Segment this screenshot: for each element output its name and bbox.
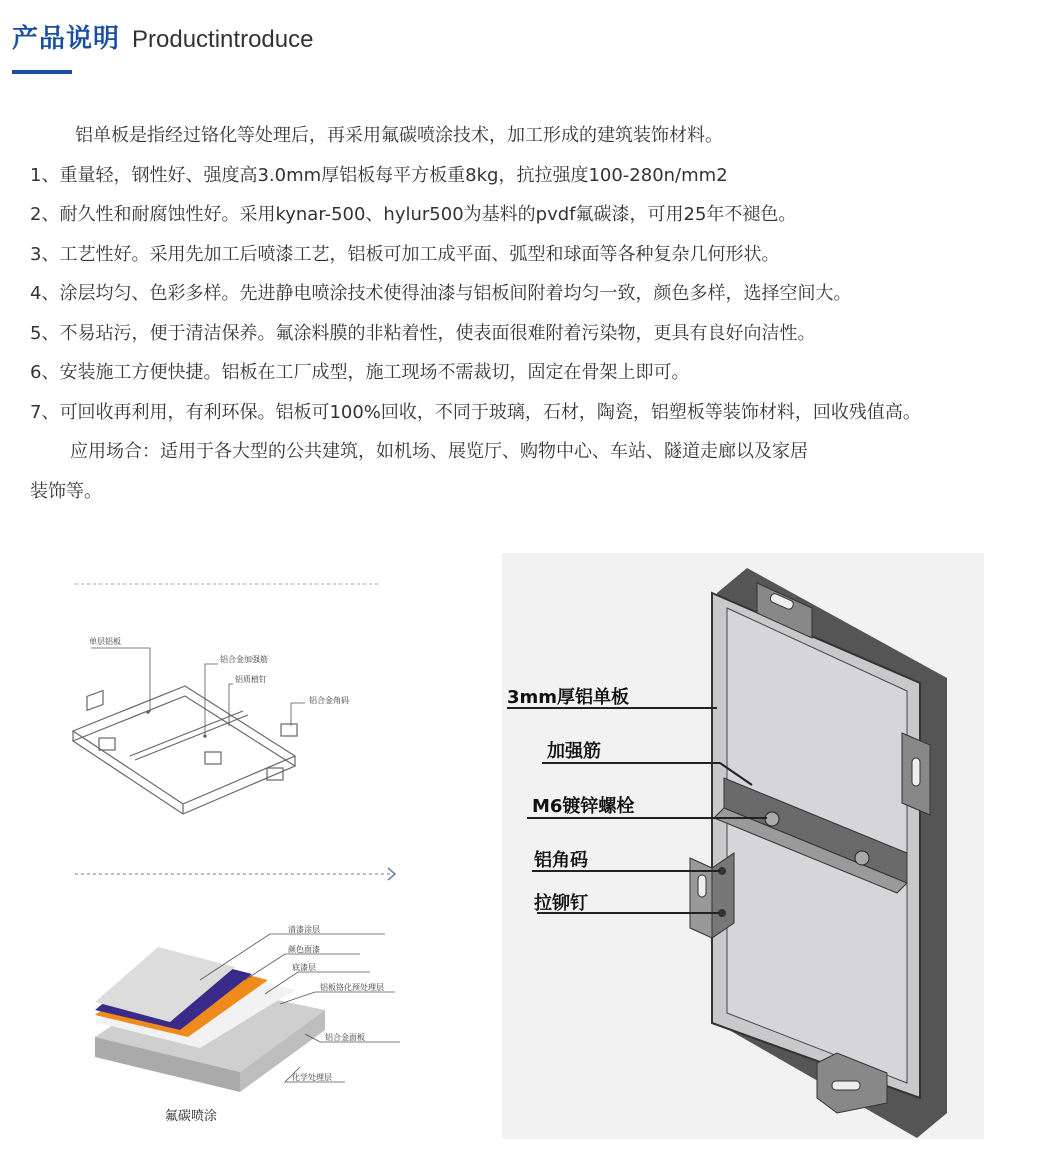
label-bracket: 铝合金角码 bbox=[309, 696, 349, 705]
label-stud: 铝质植钉 bbox=[235, 675, 267, 684]
application-line-1: 应用场合：适用于各大型的公共建筑，如机场、展览厅、购物中心、车站、隧道走廊以及家居 bbox=[70, 441, 808, 462]
page-subtitle: Productintroduce bbox=[132, 26, 314, 53]
title-underline bbox=[12, 70, 72, 74]
label-clear-coat: 清漆涂层 bbox=[288, 925, 320, 934]
feature-item-5: 5、不易玷污，便于清洁保养。氟涂料膜的非粘着性，使表面很难附着污染物，更具有良好向洁性。 bbox=[30, 322, 816, 344]
label-color-coat: 颜色面漆 bbox=[288, 945, 320, 954]
label-3mm-panel: 3mm厚铝单板 bbox=[507, 687, 630, 708]
label-chromate: 铝板铬化预处理层 bbox=[320, 983, 384, 992]
installation-diagram bbox=[502, 553, 984, 1139]
label-rivet: 拉铆钉 bbox=[534, 893, 588, 914]
panel-structure-diagram bbox=[55, 576, 385, 826]
label-rib: 铝合金加强筋 bbox=[220, 655, 268, 664]
coating-layers-diagram bbox=[70, 862, 400, 1132]
section-header bbox=[12, 18, 313, 58]
label-m6-bolt: M6镀锌螺栓 bbox=[532, 796, 635, 817]
product-description bbox=[30, 116, 1030, 511]
feature-item-4: 4、涂层均匀、色彩多样。先进静电喷涂技术使得油漆与铝板间附着均匀一致，颜色多样，选择空间大。 bbox=[30, 283, 852, 304]
label-alloy-panel: 铝合金面板 bbox=[325, 1033, 365, 1042]
feature-item-7: 7、可回收再利用，有利环保。铝板可100%回收，不同于玻璃，石材，陶瓷，铝塑板等装饰材料，回收残值高。 bbox=[30, 401, 921, 423]
label-primer: 底漆层 bbox=[292, 963, 316, 972]
feature-item-3: 3、工艺性好。采用先加工后喷漆工艺，铝板可加工成平面、弧型和球面等各种复杂几何形状。 bbox=[30, 243, 780, 265]
feature-item-1: 1、重量轻，钢性好、强度高3.0mm厚铝板每平方板重8kg，抗拉强度100-280n/mm2 bbox=[30, 164, 728, 186]
label-chemical-layer: 化学处理层 bbox=[292, 1073, 332, 1082]
label-single-panel: 单层铝板 bbox=[89, 637, 121, 646]
application-line-2: 装饰等。 bbox=[30, 480, 102, 502]
feature-item-6: 6、安装施工方便快捷。铝板在工厂成型，施工现场不需裁切，固定在骨架上即可。 bbox=[30, 362, 690, 383]
label-corner-bracket: 铝角码 bbox=[534, 850, 588, 871]
label-reinforcing-rib: 加强筋 bbox=[547, 741, 601, 762]
caption-fluorocarbon: 氟碳喷涂 bbox=[165, 1109, 218, 1124]
feature-item-2: 2、耐久性和耐腐蚀性好。采用kynar-500、hylur500为基料的pvdf氟碳漆，可用25年不褪色。 bbox=[30, 204, 797, 225]
page-title: 产品说明 bbox=[12, 24, 121, 54]
intro-paragraph: 铝单板是指经过铬化等处理后，再采用氟碳喷涂技术，加工形成的建筑装饰材料。 bbox=[75, 125, 723, 146]
